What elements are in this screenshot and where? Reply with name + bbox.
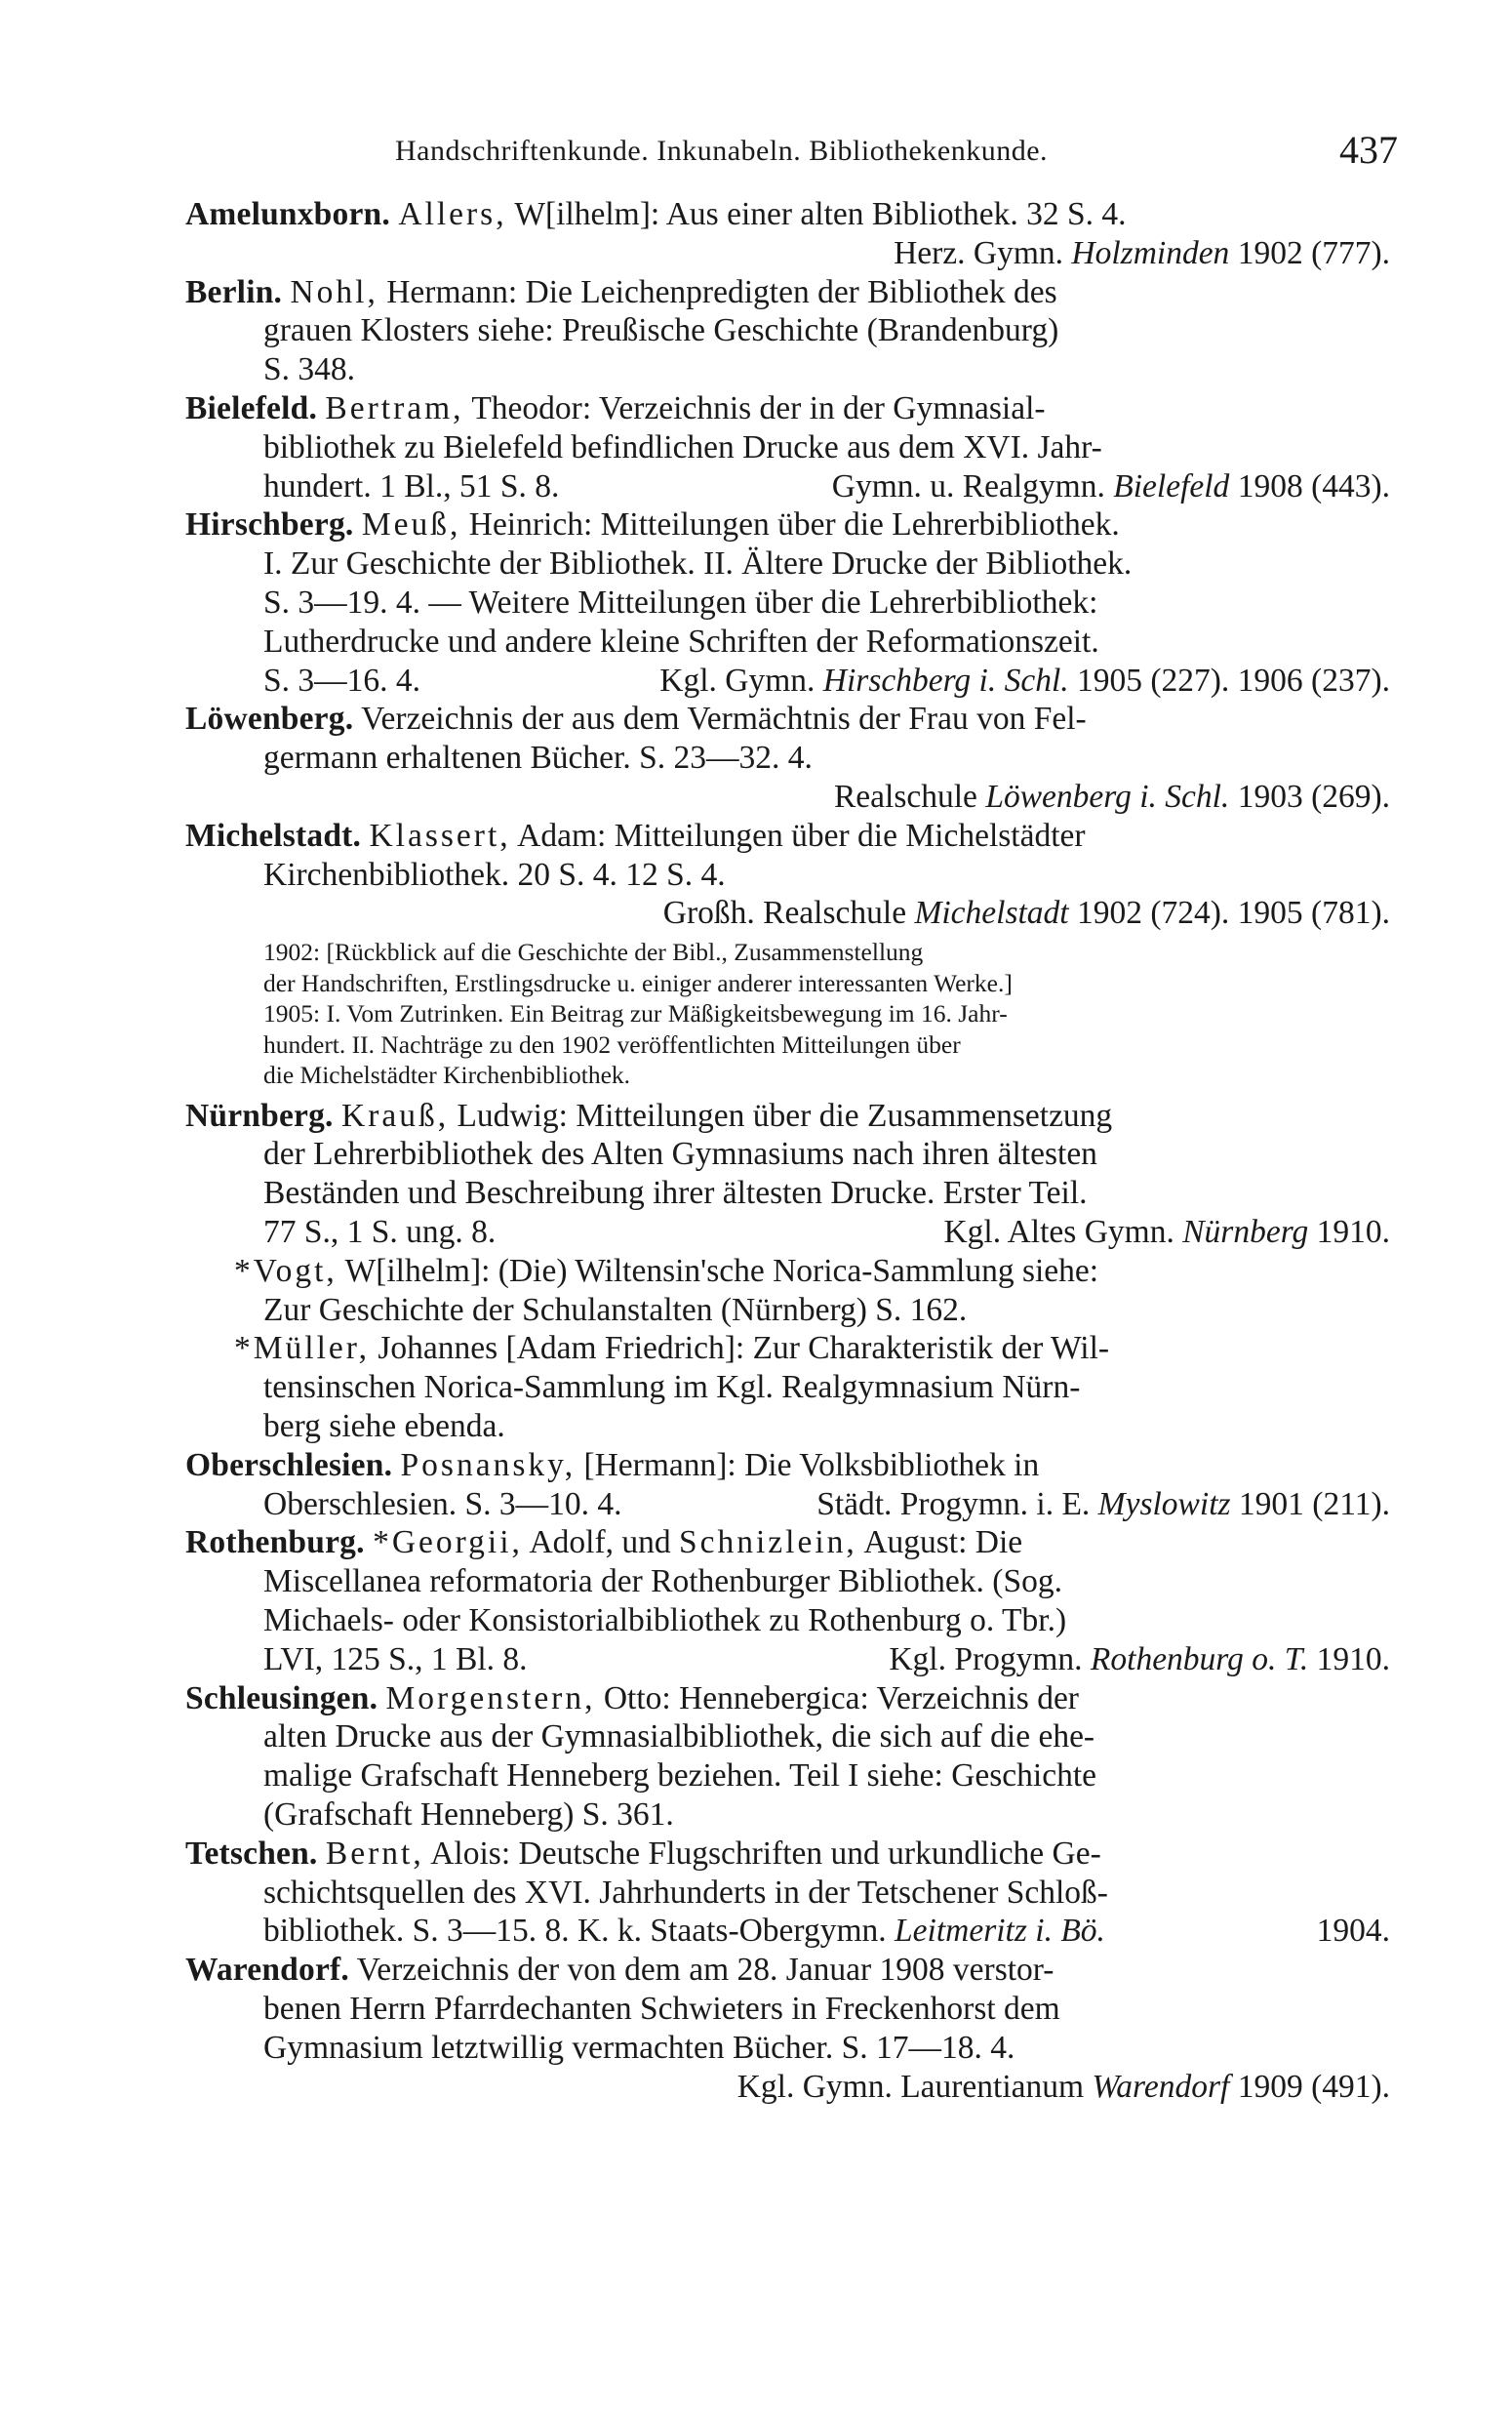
entry-text: Lutherdrucke und andere kleine Schriften der Reformationszeit. — [263, 623, 1099, 660]
year-number: 1904. — [1316, 1913, 1390, 1950]
collation: LVI, 125 S., 1 Bl. 8. — [263, 1640, 528, 1677]
institution-city: Holzminden — [1071, 234, 1230, 271]
institution: Realschule — [833, 778, 977, 815]
entry-amelunxborn — [185, 195, 1390, 273]
entry-text: alten Drucke aus der Gymnasialbibliothek, die sich auf die ehe- — [263, 1718, 1095, 1755]
entry-text: berg siehe ebenda. — [263, 1408, 505, 1445]
entry-michelstadt — [185, 817, 1390, 933]
entry-text: Adam: Mitteilungen über die Michelstädter — [517, 817, 1086, 854]
entry-text: Johannes [Adam Friedrich]: Zur Charakteristik der Wil- — [378, 1330, 1110, 1367]
note-line: hundert. II. Nachträge zu den 1902 veröffentlichten Mitteilungen über — [263, 1029, 961, 1059]
year-number: 1905 (227). 1906 (237). — [1077, 662, 1390, 699]
entry-text: bibliothek zu Bielefeld befindlichen Drucke aus dem XVI. Jahr- — [263, 428, 1102, 465]
sub-entry — [185, 1329, 1390, 1445]
institution-city: Michelstadt — [914, 895, 1069, 932]
collation: S. 3—16. 4. — [263, 662, 421, 699]
note-line: 1905: I. Vom Zutrinken. Ein Beitrag zur Mäßigkeitsbewegung im 16. Jahr- — [263, 999, 1008, 1028]
entry-text: [Hermann]: Die Volksbibliothek in — [583, 1446, 1040, 1483]
year-number: 1903 (269). — [1237, 778, 1390, 815]
author-name: Bernt, — [325, 1835, 424, 1872]
entry-bielefeld — [185, 389, 1390, 505]
note-line: 1902: [Rückblick auf die Geschichte der Bibl., Zusammenstellung — [263, 938, 924, 967]
bibliography-column — [185, 195, 1390, 2106]
entry-berlin — [185, 273, 1390, 389]
institution-city: Hirschberg i. Schl. — [822, 662, 1069, 699]
annotation-note — [185, 937, 1390, 1091]
entry-text: Miscellanea reformatoria der Rothenburger Bibliothek. (Sog. — [263, 1563, 1062, 1600]
year-number: 1910. — [1316, 1214, 1390, 1251]
institution-city: Leitmeritz i. Bö. — [895, 1913, 1105, 1950]
entry-text: schichtsquellen des XVI. Jahrhunderts in der Tetschener Schloß- — [263, 1874, 1108, 1911]
institution-city: Myslowitz — [1097, 1485, 1231, 1522]
collation: Oberschlesien. S. 3—10. 4. — [263, 1485, 622, 1522]
entry-schleusingen — [185, 1679, 1390, 1835]
place-name: Rothenburg. — [185, 1524, 365, 1561]
institution: Herz. Gymn. — [894, 234, 1064, 271]
place-name: Nürnberg. — [185, 1097, 334, 1134]
year-number: 1902 (724). 1905 (781). — [1077, 895, 1390, 932]
author-name: Krauß, — [341, 1097, 450, 1134]
entry-text: Zur Geschichte der Schulanstalten (Nürnberg) S. 162. — [263, 1291, 968, 1328]
author-name: Nohl, — [290, 273, 378, 310]
sub-entry — [185, 1252, 1390, 1330]
entry-warendorf — [185, 1951, 1390, 2106]
running-head — [395, 127, 1410, 185]
collation: bibliothek. S. 3—15. 8. K. k. Staats-Obergymn. — [263, 1913, 887, 1950]
place-name: Amelunxborn. — [185, 196, 390, 232]
institution: Städt. Progymn. i. E. — [816, 1485, 1091, 1522]
year-number: 1901 (211). — [1238, 1485, 1390, 1522]
entry-text: Hermann: Die Leichenpredigten der Bibliothek des — [386, 273, 1057, 310]
place-name: Hirschberg. — [185, 506, 354, 544]
entry-text: Ludwig: Mitteilungen über die Zusammensetzung — [457, 1097, 1113, 1134]
entry-hirschberg — [185, 505, 1390, 700]
place-name: Warendorf. — [185, 1952, 349, 1989]
entry-text: Adolf, und — [529, 1524, 671, 1561]
entry-text: Verzeichnis der aus dem Vermächtnis der Frau von Fel- — [361, 701, 1087, 738]
year-number: 1910. — [1316, 1640, 1390, 1677]
author-name: *Georgii, — [373, 1524, 523, 1561]
author-name: *Vogt, — [234, 1252, 338, 1289]
institution-city: Löwenberg i. Schl. — [985, 778, 1230, 815]
entry-text: Beständen und Beschreibung ihrer ältesten Drucke. Erster Teil. — [263, 1175, 1088, 1212]
institution: Kgl. Gymn. — [659, 662, 816, 699]
entry-text: Michaels- oder Konsistorialbibliothek zu Rothenburg o. Tbr.) — [263, 1602, 1067, 1638]
entry-text: (Grafschaft Henneberg) S. 361. — [263, 1795, 674, 1833]
entry-text: Kirchenbibliothek. 20 S. 4. 12 S. 4. — [263, 856, 726, 893]
entry-text: S. 3—19. 4. — Weitere Mitteilungen über die Lehrerbibliothek: — [263, 584, 1098, 621]
author-name: Klassert, — [369, 817, 511, 854]
entry-tetschen — [185, 1835, 1390, 1951]
entry-rothenburg — [185, 1523, 1390, 1678]
entry-text: August: Die — [863, 1524, 1023, 1561]
entry-text: Heinrich: Mitteilungen über die Lehrerbibliothek. — [468, 506, 1120, 544]
author-name: *Müller, — [234, 1330, 370, 1367]
year-number: 1902 (777). — [1237, 234, 1390, 271]
place-name: Berlin. — [185, 273, 283, 310]
entry-text: benen Herrn Pfarrdechanten Schwieters in Freckenhorst dem — [263, 1990, 1060, 2027]
page-number: 437 — [1339, 128, 1398, 172]
institution: Gymn. u. Realgymn. — [831, 467, 1105, 504]
entry-oberschlesien — [185, 1446, 1390, 1524]
place-name: Michelstadt. — [185, 817, 362, 854]
entry-text: Verzeichnis der von dem am 28. Januar 1908 verstor- — [356, 1952, 1054, 1989]
entry-text: I. Zur Geschichte der Bibliothek. II. Ältere Drucke der Bibliothek. — [263, 545, 1133, 583]
place-name: Löwenberg. — [185, 701, 354, 738]
entry-text: Gymnasium letztwillig vermachten Bücher. S. 17—18. 4. — [263, 2029, 1015, 2066]
entry-nuernberg — [185, 1097, 1390, 1446]
entry-text: Otto: Hennebergica: Verzeichnis der — [603, 1679, 1079, 1716]
entry-text: malige Grafschaft Henneberg beziehen. Teil I siehe: Geschichte — [263, 1757, 1097, 1795]
collation: hundert. 1 Bl., 51 S. 8. — [263, 467, 560, 504]
note-line: der Handschriften, Erstlingsdrucke u. einiger anderer interessanten Werke.] — [263, 968, 1013, 997]
collation: 77 S., 1 S. ung. 8. — [263, 1214, 497, 1251]
author-name: Schnizlein, — [678, 1524, 857, 1561]
place-name: Bielefeld. — [185, 389, 318, 426]
entry-text: Theodor: Verzeichnis der in der Gymnasial- — [471, 389, 1046, 426]
author-name: Bertram, — [325, 389, 464, 426]
institution: Kgl. Altes Gymn. — [943, 1214, 1174, 1251]
institution-city: Warendorf — [1092, 2068, 1230, 2105]
institution: Kgl. Progymn. — [889, 1640, 1083, 1677]
place-name: Tetschen. — [185, 1835, 318, 1872]
year-number: 1908 (443). — [1237, 467, 1390, 504]
author-name: Meuß, — [361, 506, 461, 544]
entry-text: W[ilhelm]: Aus einer alten Bibliothek. 32 S. 4. — [514, 196, 1127, 232]
place-name: Schleusingen. — [185, 1679, 378, 1716]
institution-city: Rothenburg o. T. — [1090, 1640, 1309, 1677]
entry-text: W[ilhelm]: (Die) Wiltensin'sche Norica-Sammlung siehe: — [344, 1252, 1099, 1289]
institution-city: Bielefeld — [1113, 467, 1230, 504]
institution-city: Nürnberg — [1182, 1214, 1309, 1251]
author-name: Allers, — [398, 196, 507, 232]
entry-text: S. 348. — [263, 351, 356, 388]
institution: Großh. Realschule — [662, 895, 907, 932]
entry-text: tensinschen Norica-Sammlung im Kgl. Realgymnasium Nürn- — [263, 1369, 1081, 1406]
year-number: 1909 (491). — [1237, 2068, 1390, 2105]
running-title: Handschriftenkunde. Inkunabeln. Bibliothekenkunde. — [395, 135, 1049, 167]
note-line: die Michelstädter Kirchenbibliothek. — [263, 1061, 631, 1090]
author-name: Posnansky, — [400, 1446, 577, 1483]
author-name: Morgenstern, — [385, 1679, 596, 1716]
entry-text: grauen Klosters siehe: Preußische Geschichte (Brandenburg) — [263, 312, 1059, 349]
entry-text: der Lehrerbibliothek des Alten Gymnasiums nach ihren ältesten — [263, 1136, 1097, 1173]
institution: Kgl. Gymn. Laurentianum — [736, 2068, 1085, 2105]
entry-loewenberg — [185, 700, 1390, 816]
entry-text: Alois: Deutsche Flugschriften und urkundliche Ge- — [430, 1835, 1101, 1872]
entry-text: germann erhaltenen Bücher. S. 23—32. 4. — [263, 740, 813, 777]
place-name: Oberschlesien. — [185, 1446, 393, 1483]
